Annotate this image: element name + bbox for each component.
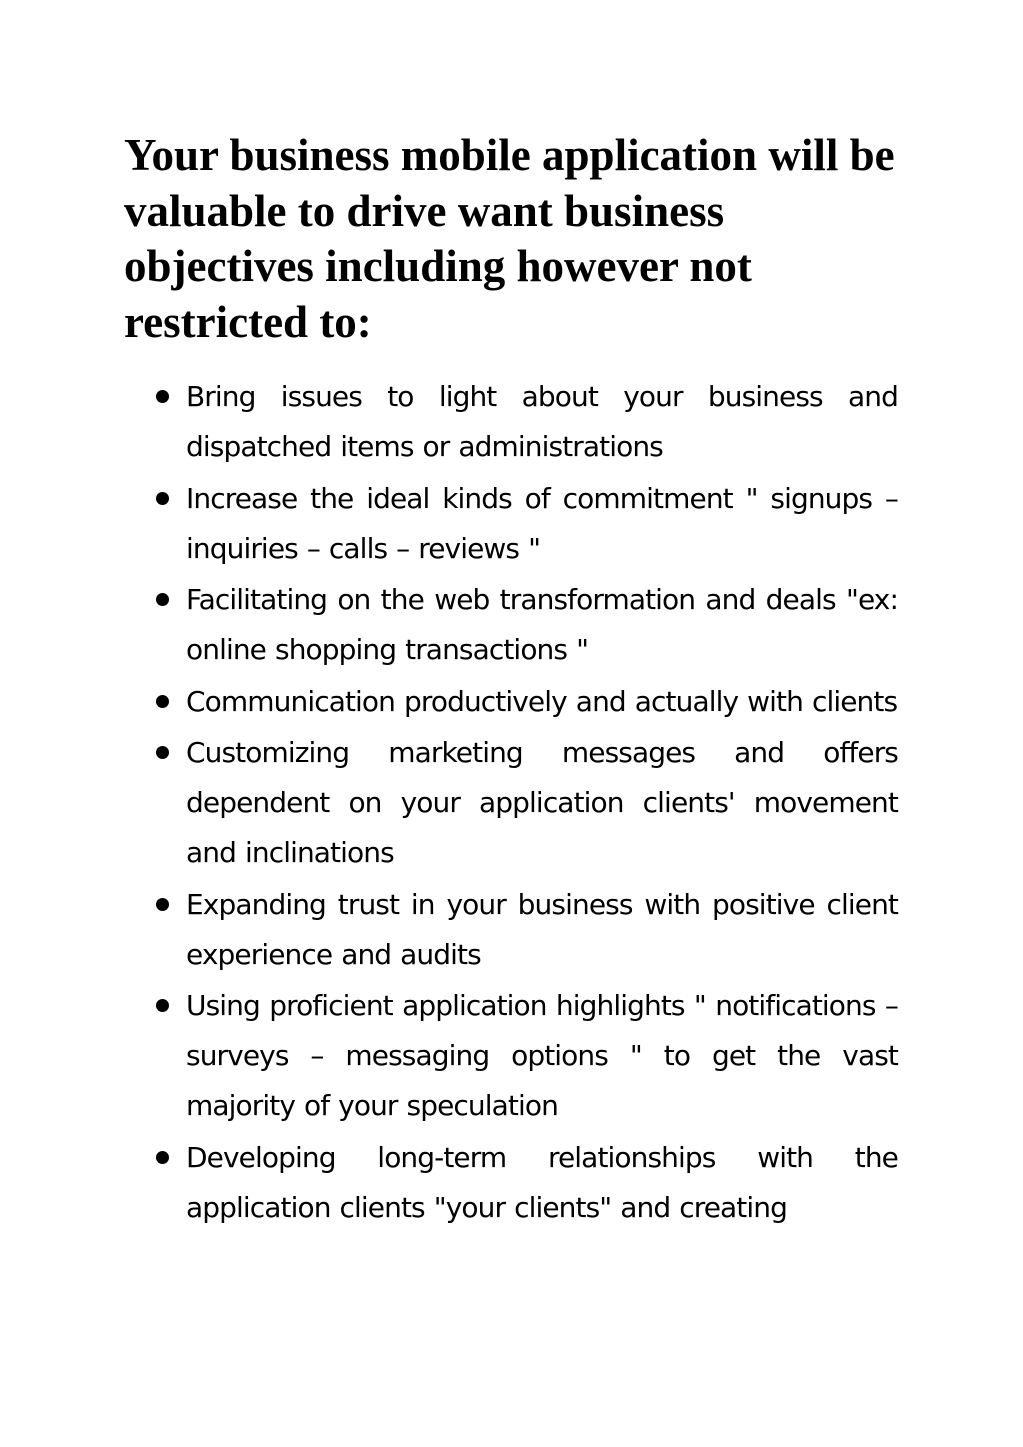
list-item-text: Developing long-term relationships with the application clients "your clients" and creating xyxy=(186,1140,898,1224)
page-heading: Your business mobile application will be valuable to drive want business objectives including however not restricted to: xyxy=(124,130,895,347)
bullet-dot-icon xyxy=(156,593,169,606)
list-item xyxy=(155,981,898,1131)
bullet-dot-icon xyxy=(156,492,169,505)
bullet-list xyxy=(155,372,898,1234)
list-item-text: Facilitating on the web transformation and deals "ex: online shopping transactions " xyxy=(186,583,898,666)
list-item xyxy=(155,880,898,980)
list-item xyxy=(155,677,898,727)
bullet-dot-icon xyxy=(156,999,169,1012)
bullet-dot-icon xyxy=(156,898,169,911)
list-item-text: Increase the ideal kinds of commitment " signups – inquiries – calls – reviews " xyxy=(186,481,898,565)
bullet-dot-icon xyxy=(156,746,169,759)
list-item-text: Communication productively and actually with clients xyxy=(186,684,898,718)
list-item-text: Expanding trust in your business with positive client experience and audits xyxy=(186,887,898,971)
list-item xyxy=(155,474,898,574)
list-item xyxy=(155,372,898,472)
bullet-dot-icon xyxy=(156,1151,169,1164)
list-item xyxy=(155,1133,898,1233)
list-item xyxy=(155,728,898,878)
bullet-dot-icon xyxy=(156,390,169,403)
list-item xyxy=(155,575,898,675)
list-item-text: Using proficient application highlights " notifications – surveys – messaging options " to get the vast majority of your speculation xyxy=(186,989,898,1122)
list-item-text: Customizing marketing messages and offers dependent on your application clients' movement and inclinations xyxy=(186,736,898,869)
bullet-dot-icon xyxy=(156,695,169,708)
list-item-text: Bring issues to light about your business and dispatched items or administrations xyxy=(186,380,898,463)
